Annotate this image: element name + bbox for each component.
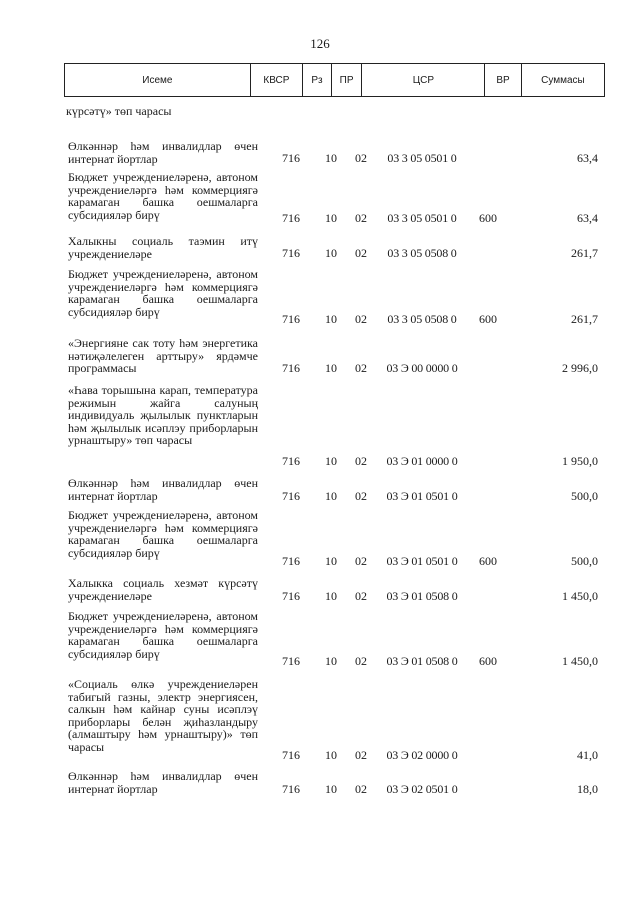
- row-csr: 03 Э 01 0501 0: [386, 554, 458, 568]
- row-kvsr: 716: [282, 151, 300, 165]
- row-rz: 10: [325, 489, 337, 503]
- col-rz-header: Рз: [303, 64, 332, 97]
- table-row: [0, 171, 640, 225]
- table-header: [64, 63, 605, 97]
- table-row: [0, 235, 640, 261]
- row-rz: 10: [325, 246, 337, 260]
- row-rz: 10: [325, 454, 337, 468]
- row-name: Бюджет учреждениеләренә, автоном учреждениеләргә һәм коммерциягә карамаган башка оешмаларга субсидияләр бирү: [68, 508, 258, 560]
- row-vr: 600: [479, 554, 497, 568]
- row-csr: 03 3 05 0501 0: [387, 151, 457, 165]
- table-row: [0, 140, 640, 166]
- row-sum: 63,4: [577, 151, 598, 165]
- row-sum: 261,7: [571, 246, 598, 260]
- row-csr: 03 3 05 0508 0: [387, 246, 457, 260]
- table-row: [0, 770, 640, 796]
- row-sum: 1 450,0: [562, 589, 598, 603]
- table-row: [0, 577, 640, 603]
- row-pr: 02: [355, 589, 367, 603]
- row-name: «Һава торышына карап, температура режимын жайга салуның индивидуаль җылылык пунктларын һәм җылылык исәплэу приборларын урнаштыру» төп чарасы: [68, 383, 258, 448]
- row-name: Бюджет учреждениеләренә, автоном учреждениеләргә һәм коммерциягә карамаган башка оешмаларга субсидияләр бирү: [68, 170, 258, 222]
- col-csr-header: ЦСР: [362, 64, 485, 97]
- row-rz: 10: [325, 748, 337, 762]
- row-kvsr: 716: [282, 312, 300, 326]
- row-csr: 03 Э 01 0000 0: [386, 454, 458, 468]
- row-pr: 02: [355, 361, 367, 375]
- row-sum: 1 450,0: [562, 654, 598, 668]
- row-pr: 02: [355, 654, 367, 668]
- col-kvsr-header: КВСР: [250, 64, 302, 97]
- row-kvsr: 716: [282, 246, 300, 260]
- row-name: Халыкка социаль хезмәт күрсәтү учреждениеләре: [68, 576, 258, 603]
- row-sum: 18,0: [577, 782, 598, 796]
- row-rz: 10: [325, 312, 337, 326]
- row-pr: 02: [355, 554, 367, 568]
- col-vr-header: ВР: [485, 64, 522, 97]
- row-rz: 10: [325, 554, 337, 568]
- row-pr: 02: [355, 748, 367, 762]
- row-kvsr: 716: [282, 454, 300, 468]
- row-csr: 03 Э 01 0508 0: [386, 654, 458, 668]
- row-pr: 02: [355, 489, 367, 503]
- row-kvsr: 716: [282, 554, 300, 568]
- row-kvsr: 716: [282, 589, 300, 603]
- row-name: «Социаль өлкә учреждениеләрен табигый газны, электр энергиясен, салкын һәм кайнар суны исәплэү приборлары белән җиһазландыру (алмаштыру һәм урнаштыру)» төп чарасы: [68, 677, 258, 754]
- row-sum: 41,0: [577, 748, 598, 762]
- row-kvsr: 716: [282, 748, 300, 762]
- table-row: [0, 384, 640, 468]
- row-pr: 02: [355, 151, 367, 165]
- table-row: [0, 477, 640, 503]
- row-name: Бюджет учреждениеләренә, автоном учреждениеләргә һәм коммерциягә карамаган башка оешмаларга субсидияләр бирү: [68, 267, 258, 319]
- row-csr: 03 Э 02 0000 0: [386, 748, 458, 762]
- col-pr-header: ПР: [331, 64, 362, 97]
- row-csr: 03 Э 01 0501 0: [386, 489, 458, 503]
- row-kvsr: 716: [282, 782, 300, 796]
- row-sum: 500,0: [571, 489, 598, 503]
- continuation-text: күрсәтү» төп чарасы: [66, 104, 172, 118]
- table-row: [0, 610, 640, 670]
- row-rz: 10: [325, 361, 337, 375]
- table-row: [0, 337, 640, 377]
- row-pr: 02: [355, 211, 367, 225]
- table-row: [0, 267, 640, 326]
- row-vr: 600: [479, 312, 497, 326]
- row-rz: 10: [325, 782, 337, 796]
- row-sum: 261,7: [571, 312, 598, 326]
- row-vr: 600: [479, 654, 497, 668]
- table-row: [0, 678, 640, 762]
- row-name: Өлкәннәр һәм инвалидлар өчен интернат йортлар: [68, 476, 258, 503]
- row-csr: 03 3 05 0501 0: [387, 211, 457, 225]
- row-pr: 02: [355, 782, 367, 796]
- row-vr: 600: [479, 211, 497, 225]
- row-pr: 02: [355, 246, 367, 260]
- table-row: [0, 509, 640, 569]
- row-sum: 500,0: [571, 554, 598, 568]
- row-rz: 10: [325, 211, 337, 225]
- row-name: Өлкәннәр һәм инвалидлар өчен интернат йортлар: [68, 769, 258, 796]
- row-rz: 10: [325, 589, 337, 603]
- row-sum: 1 950,0: [562, 454, 598, 468]
- col-name-header: Исеме: [65, 64, 251, 97]
- row-kvsr: 716: [282, 361, 300, 375]
- row-csr: 03 Э 02 0501 0: [386, 782, 458, 796]
- col-sum-header: Суммасы: [521, 64, 604, 97]
- row-name: Өлкәннәр һәм инвалидлар өчен интернат йортлар: [68, 139, 258, 166]
- row-name: «Энергияне сак тоту һәм энергетика нәтиҗәлелеген арттыру» ярдәмче программасы: [68, 336, 258, 376]
- row-csr: 03 Э 01 0508 0: [386, 589, 458, 603]
- row-pr: 02: [355, 312, 367, 326]
- row-rz: 10: [325, 654, 337, 668]
- row-kvsr: 716: [282, 489, 300, 503]
- row-csr: 03 Э 00 0000 0: [386, 361, 458, 375]
- row-rz: 10: [325, 151, 337, 165]
- row-kvsr: 716: [282, 211, 300, 225]
- row-kvsr: 716: [282, 654, 300, 668]
- row-csr: 03 3 05 0508 0: [387, 312, 457, 326]
- row-sum: 63,4: [577, 211, 598, 225]
- row-pr: 02: [355, 454, 367, 468]
- page-number: 126: [310, 36, 330, 51]
- row-sum: 2 996,0: [562, 361, 598, 375]
- row-name: Бюджет учреждениеләренә, автоном учреждениеләргә һәм коммерциягә карамаган башка оешмаларга субсидияләр бирү: [68, 609, 258, 661]
- row-name: Халыкны социаль таэмин итү учреждениеләре: [68, 234, 258, 261]
